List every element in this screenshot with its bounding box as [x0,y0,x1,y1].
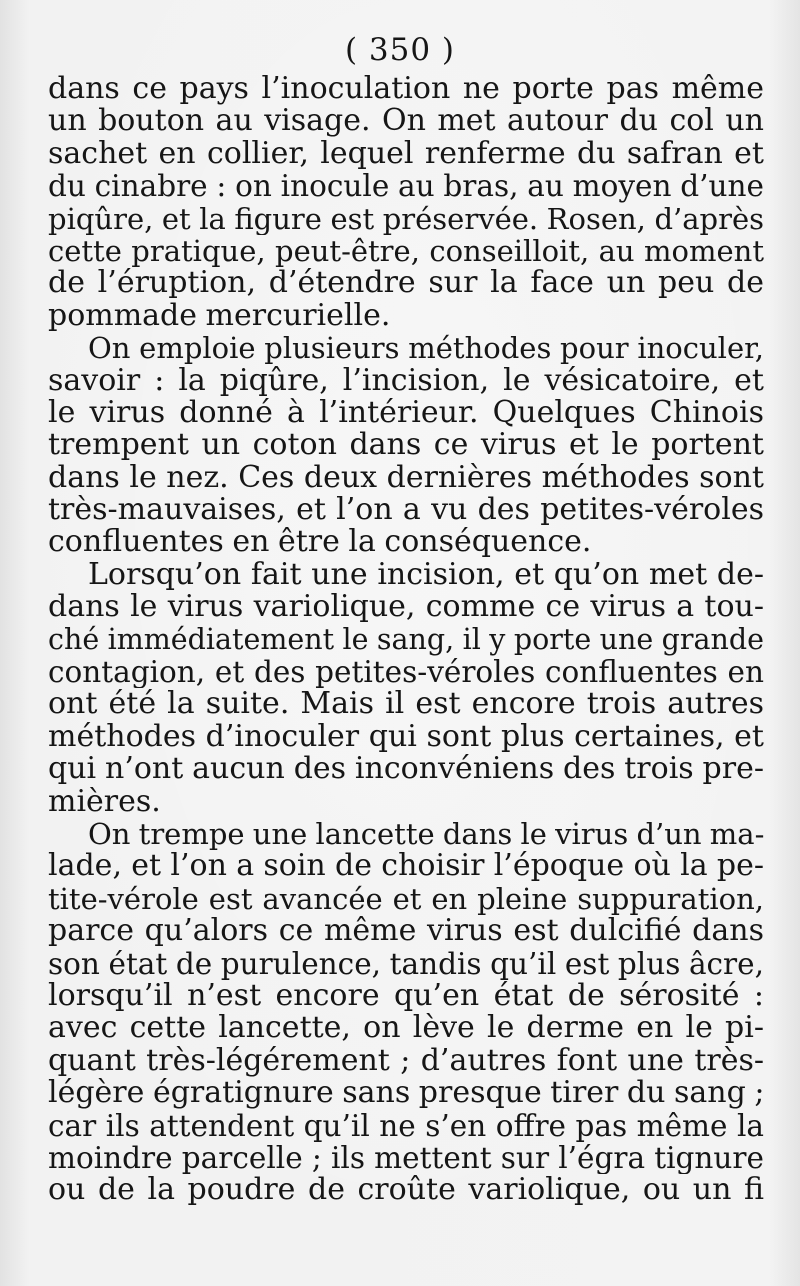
text-line: contagion, et des petites-véroles confluentes en [48,656,764,689]
text-line: de l’éruption, d’étendre sur la face un peu de [48,267,764,300]
text-line: trempent un coton dans ce virus et le portent [48,429,764,462]
text-line: savoir : la piqûre, l’incision, le vésicatoire, et [48,364,764,397]
text-line: le virus donné à l’intérieur. Quelques Chinois [48,396,764,430]
text-line: avec cette lancette, on lève le derme en le pi- [48,1012,764,1045]
text-line: qui n’ont aucun des inconvéniens des trois pre- [48,753,764,786]
text-line: car ils attendent qu’il ne s’en offre pas même la [48,1109,764,1142]
text-line: piqûre, et la figure est préservée. Rosen, d’après [48,202,764,235]
text-line: ont été la suite. Mais il est encore trois autres [48,688,764,721]
text-line: On emploie plusieurs méthodes pour inoculer, [88,332,764,365]
text-line: confluentes en être la conséquence. [48,526,592,559]
text-line: dans le nez. Ces deux dernières méthodes sont [48,461,764,495]
text-line: lade, et l’on a soin de choisir l’époque où la pe- [48,850,764,883]
text-line: Lorsqu’on fait une incision, et qu’on met de- [88,558,764,592]
text-line: mières. [48,785,161,818]
text-line: parce qu’alors ce même virus est dulcifié dans [48,915,764,948]
body-text [48,73,764,1207]
text-line: du cinabre : on inocule au bras, au moyen d’une [48,170,764,203]
text-line: moindre parcelle ; ils mettent sur l’égra tignure [48,1141,764,1175]
text-line: tite-vérole est avancée et en pleine suppuration, [48,882,764,916]
text-line: ou de la poudre de croûte variolique, ou un fi [48,1174,764,1207]
text-line: dans le virus variolique, comme ce virus a tou- [48,591,764,624]
text-line: dans ce pays l’inoculation ne porte pas même [48,73,764,106]
text-line: légère égratignure sans presque tirer du sang ; [48,1077,764,1110]
text-line: On trempe une lancette dans le virus d’un ma- [88,817,764,851]
text-line: un bouton au visage. On met autour du col un [48,105,764,138]
page-number: ( 350 ) [344,32,456,68]
text-line: très-mauvaises, et l’on a vu des petites-véroles [48,494,764,527]
text-line: sachet en collier, lequel renferme du safran et [48,137,764,171]
text-line: méthodes d’inoculer qui sont plus certaines, et [48,720,764,754]
text-line: cette pratique, peut-être, conseilloit, au moment [48,234,764,268]
text-line: lorsqu’il n’est encore qu’en état de sérosité : [48,979,764,1013]
text-line: quant très-légérement ; d’autres font une très- [48,1044,764,1078]
text-line: son état de purulence, tandis qu’il est plus âcre, [48,947,764,980]
text-line: pommade mercurielle. [48,299,391,333]
text-line: ché immédiatement le sang, il y porte une grande [48,623,764,656]
